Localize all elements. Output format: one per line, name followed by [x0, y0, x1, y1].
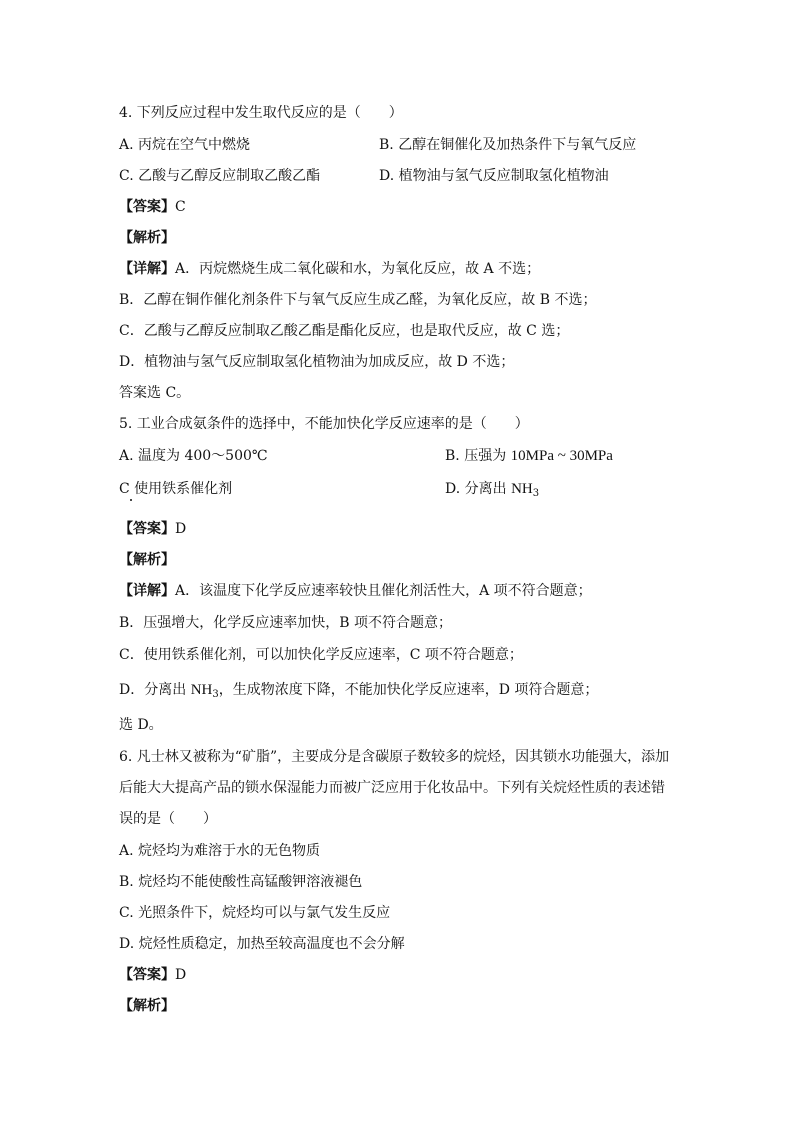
- pressure-range: 10MPa ~ 30MPa: [510, 448, 613, 464]
- q5-detail-a: [119, 582, 592, 600]
- detail-d-suffix: ，生成物浓度下降，不能加快化学反应速率，D 项符合题意；: [218, 682, 599, 698]
- answer-value: D: [175, 967, 187, 983]
- answer-label: 【答案】: [119, 521, 175, 537]
- q6-stem-line-2: 后能大大提高产品的锁水保湿能力而被广泛应用于化妆品中。下列有关烷烃性质的表述错: [119, 780, 665, 796]
- answer-label: 【答案】: [119, 967, 175, 983]
- answer-value: C: [175, 199, 186, 215]
- nh3-subscript: 3: [212, 689, 219, 700]
- q6-stem-line-1: 6. 凡士林又被称为“矿脂”，主要成分是含碳原子数较多的烷烃，因其锁水功能强大，添加: [119, 749, 670, 765]
- q4-detail-c: C．乙酸与乙醇反应制取乙酸乙酯是酯化反应，也是取代反应，故 C 选；: [119, 323, 570, 339]
- q6-option-a: A. 烷烃均为难溶于水的无色物质: [119, 843, 321, 859]
- detail-label: 【详解】: [119, 583, 175, 599]
- q4-detail-d: D．植物油与氢气反应制取氢化植物油为加成反应，故 D 不选；: [119, 354, 515, 370]
- q4-conclusion: 答案选 C。: [119, 385, 191, 401]
- q5-detail-c: C．使用铁系催化剂，可以加快化学反应速率，C 项不符合题意；: [119, 647, 523, 663]
- q4-option-a: A. 丙烷在空气中燃烧: [119, 137, 251, 153]
- q6-option-d: D. 烷烃性质稳定，加热至较高温度也不会分解: [119, 936, 405, 952]
- q6-option-c: C. 光照条件下，烷烃均可以与氯气发生反应: [119, 905, 391, 921]
- stray-dot: [130, 499, 132, 501]
- q5-option-a: A. 温度为 400～500℃: [119, 448, 268, 464]
- q5-stem: 5. 工业合成氨条件的选择中，不能加快化学反应速率的是（ ）: [119, 416, 529, 432]
- q5-option-b: [445, 447, 613, 465]
- option-d-prefix: D. 分离出: [445, 481, 512, 497]
- q5-answer: [119, 520, 186, 538]
- nh3-subscript: 3: [532, 488, 540, 499]
- q5-option-c: C 使用铁系催化剂: [119, 481, 233, 497]
- q4-detail-a: [119, 260, 540, 278]
- answer-value: D: [175, 521, 187, 537]
- q5-option-d: [445, 480, 539, 498]
- q6-option-b: B. 烷烃均不能使酸性高锰酸钾溶液褪色: [119, 874, 363, 890]
- q4-analysis-label: 【解析】: [119, 230, 175, 246]
- q6-answer: [119, 966, 186, 984]
- detail-label: 【详解】: [119, 261, 175, 277]
- q6-stem-line-3: 误的是（ ）: [119, 811, 217, 827]
- q5-detail-b: B．压强增大，化学反应速率加快，B 项不符合题意；: [119, 615, 453, 631]
- q5-detail-d: [119, 681, 598, 699]
- q4-option-b: B. 乙醇在铜催化及加热条件下与氧气反应: [379, 137, 637, 153]
- q4-option-d: D. 植物油与氢气反应制取氢化植物油: [379, 168, 609, 184]
- answer-label: 【答案】: [119, 199, 175, 215]
- detail-text: A．丙烷燃烧生成二氧化碳和水，为氧化反应，故 A 不选；: [175, 261, 541, 277]
- q5-analysis-label: 【解析】: [119, 552, 175, 568]
- q5-conclusion: 选 D。: [119, 717, 163, 733]
- detail-text: A．该温度下化学反应速率较快且催化剂活性大，A 项不符合题意；: [175, 583, 592, 599]
- q4-option-c: C. 乙酸与乙醇反应制取乙酸乙酯: [119, 168, 321, 184]
- detail-d-prefix: D．分离出: [119, 682, 191, 698]
- q4-detail-b: B．乙醇在铜作催化剂条件下与氧气反应生成乙醛，为氧化反应，故 B 不选；: [119, 292, 597, 308]
- q4-answer: [119, 198, 186, 216]
- nh3-formula: NH: [511, 481, 533, 497]
- option-b-prefix: B. 压强为: [445, 448, 511, 464]
- q6-analysis-label: 【解析】: [119, 998, 175, 1014]
- q4-stem: 4. 下列反应过程中发生取代反应的是（ ）: [119, 105, 403, 121]
- nh3-formula: NH: [190, 682, 213, 698]
